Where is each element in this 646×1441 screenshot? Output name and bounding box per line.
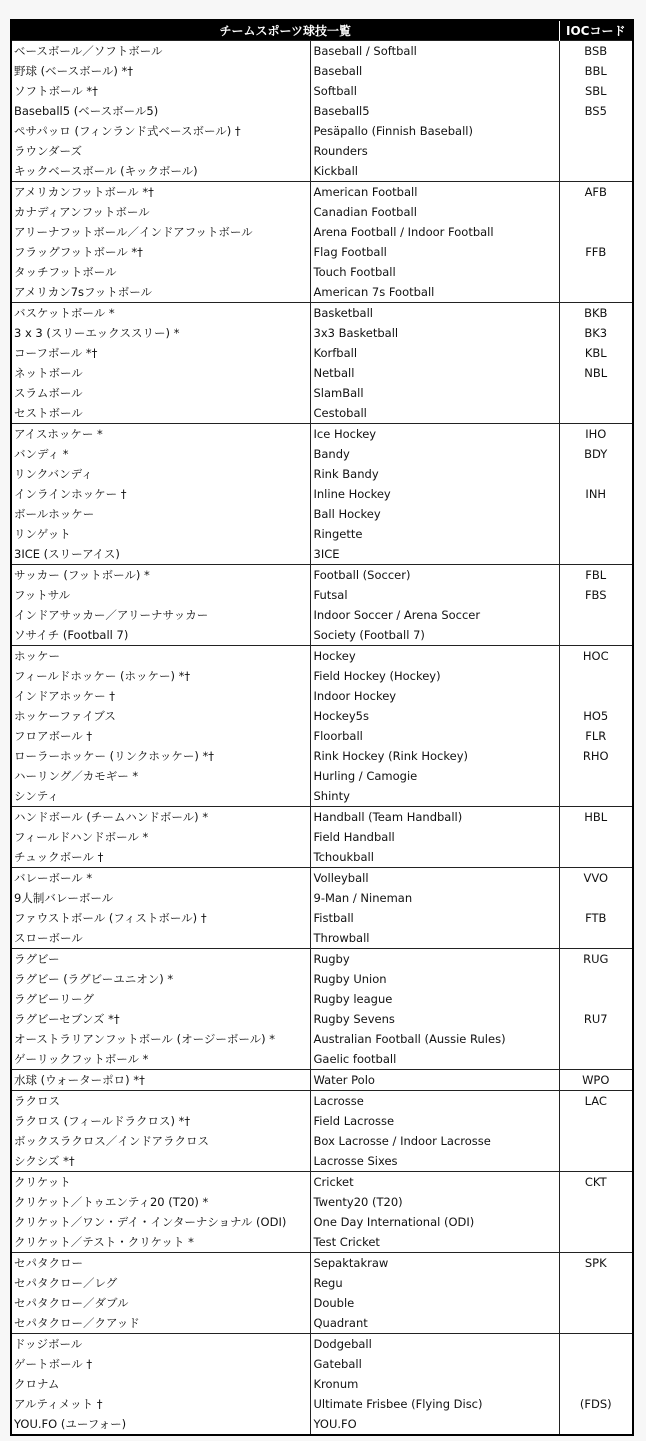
japanese-name-cell: チュックボール † bbox=[14, 850, 104, 864]
ioc-code-cell: FBL bbox=[559, 565, 633, 586]
japanese-name-cell: アメリカン7sフットボール bbox=[14, 285, 152, 299]
japanese-name-cell: バンディ * bbox=[14, 447, 69, 461]
table-row bbox=[11, 585, 633, 605]
table-row bbox=[11, 323, 633, 343]
english-name-cell: Lacrosse Sixes bbox=[310, 1151, 559, 1172]
table-row bbox=[11, 666, 633, 686]
table-row bbox=[11, 807, 633, 828]
table-row bbox=[11, 1293, 633, 1313]
ioc-code-cell: WPO bbox=[559, 1070, 633, 1091]
ioc-code-cell: HO5 bbox=[559, 706, 633, 726]
table-row bbox=[11, 1354, 633, 1374]
table-row bbox=[11, 222, 633, 242]
ioc-code-cell bbox=[559, 1374, 633, 1394]
table-title-header: チームスポーツ球技一覧 bbox=[11, 20, 559, 41]
table-row bbox=[11, 1091, 633, 1112]
table-row bbox=[11, 949, 633, 970]
table-row bbox=[11, 524, 633, 544]
ioc-code-header: IOCコード bbox=[559, 20, 633, 41]
ioc-code-cell: LAC bbox=[559, 1091, 633, 1112]
table-row bbox=[11, 847, 633, 868]
japanese-name-cell: サッカー (フットボール) * bbox=[11, 565, 310, 586]
table-row bbox=[11, 1009, 633, 1029]
table-row bbox=[11, 888, 633, 908]
table-row bbox=[11, 544, 633, 565]
english-name-cell: Flag Football bbox=[310, 242, 559, 262]
table-row bbox=[11, 726, 633, 746]
japanese-name-cell: フィールドホッケー (ホッケー) *† bbox=[14, 669, 191, 683]
table-row bbox=[11, 827, 633, 847]
english-name-cell: Quadrant bbox=[310, 1313, 559, 1334]
table-row bbox=[11, 1232, 633, 1253]
english-name-cell: Hurling / Camogie bbox=[310, 766, 559, 786]
ioc-code-cell bbox=[559, 202, 633, 222]
table-row bbox=[11, 746, 633, 766]
english-name-cell: Rugby Union bbox=[310, 969, 559, 989]
japanese-name-cell: フィールドハンドボール * bbox=[14, 830, 149, 844]
japanese-name-cell: ペサパッロ (フィンランド式ベースボール) † bbox=[14, 124, 241, 138]
ioc-code-cell: IHO bbox=[559, 424, 633, 445]
english-name-cell: Arena Football / Indoor Football bbox=[310, 222, 559, 242]
english-name-cell: Gateball bbox=[310, 1354, 559, 1374]
japanese-name-cell: クリケット／ワン・デイ・インターナショナル (ODI) bbox=[14, 1215, 287, 1229]
ioc-code-cell: (FDS) bbox=[559, 1394, 633, 1414]
table-row bbox=[11, 141, 633, 161]
japanese-name-cell: セパタクロー／ダブル bbox=[14, 1296, 129, 1310]
ioc-code-cell bbox=[559, 524, 633, 544]
table-header-row bbox=[11, 20, 633, 41]
table-row bbox=[11, 242, 633, 262]
japanese-name-cell: ハーリング／カモギー * bbox=[14, 769, 139, 783]
ioc-code-cell: BDY bbox=[559, 444, 633, 464]
table-row bbox=[11, 303, 633, 324]
english-name-cell: Basketball bbox=[310, 303, 559, 324]
ioc-code-cell: BBL bbox=[559, 61, 633, 81]
ioc-code-cell: HBL bbox=[559, 807, 633, 828]
english-name-cell: Test Cricket bbox=[310, 1232, 559, 1253]
japanese-name-cell: リンゲット bbox=[14, 527, 71, 541]
japanese-name-cell: セストボール bbox=[14, 406, 83, 420]
japanese-name-cell: スラムボール bbox=[14, 386, 83, 400]
japanese-name-cell: 水球 (ウォーターポロ) *† bbox=[11, 1070, 310, 1091]
ioc-code-cell: INH bbox=[559, 484, 633, 504]
japanese-name-cell: インドアサッカー／アリーナサッカー bbox=[14, 608, 209, 622]
ioc-code-cell bbox=[559, 686, 633, 706]
english-name-cell: Lacrosse bbox=[310, 1091, 559, 1112]
ioc-code-cell bbox=[559, 605, 633, 625]
table-row bbox=[11, 41, 633, 62]
ioc-code-cell bbox=[559, 544, 633, 565]
table-row bbox=[11, 61, 633, 81]
japanese-name-cell: ドッジボール bbox=[11, 1334, 310, 1355]
english-name-cell: American Football bbox=[310, 182, 559, 203]
table-row bbox=[11, 464, 633, 484]
table-row bbox=[11, 182, 633, 203]
japanese-name-cell: インドアホッケー † bbox=[14, 689, 116, 703]
japanese-name-cell: オーストラリアンフットボール (オージーボール) * bbox=[14, 1032, 276, 1046]
japanese-name-cell: クロナム bbox=[14, 1377, 60, 1391]
ioc-code-cell bbox=[559, 161, 633, 182]
english-name-cell: Water Polo bbox=[310, 1070, 559, 1091]
japanese-name-cell: フロアボール † bbox=[14, 729, 93, 743]
ioc-code-cell: FTB bbox=[559, 908, 633, 928]
english-name-cell: 3ICE bbox=[310, 544, 559, 565]
table-row bbox=[11, 1151, 633, 1172]
ioc-code-cell: RU7 bbox=[559, 1009, 633, 1029]
ioc-code-cell bbox=[559, 625, 633, 646]
table-row bbox=[11, 1273, 633, 1293]
japanese-name-cell: 3ICE (スリーアイス) bbox=[14, 547, 120, 561]
ioc-code-cell bbox=[559, 969, 633, 989]
ioc-code-cell: BK3 bbox=[559, 323, 633, 343]
english-name-cell: Fistball bbox=[310, 908, 559, 928]
japanese-name-cell: Baseball5 (ベースボール5) bbox=[14, 104, 159, 118]
japanese-name-cell: シンティ bbox=[14, 789, 59, 803]
english-name-cell: Handball (Team Handball) bbox=[310, 807, 559, 828]
english-name-cell: One Day International (ODI) bbox=[310, 1212, 559, 1232]
table-row bbox=[11, 484, 633, 504]
english-name-cell: Field Handball bbox=[310, 827, 559, 847]
english-name-cell: American 7s Football bbox=[310, 282, 559, 303]
ioc-code-cell bbox=[559, 928, 633, 949]
ioc-code-cell bbox=[559, 827, 633, 847]
table-row bbox=[11, 101, 633, 121]
english-name-cell: Rink Hockey (Rink Hockey) bbox=[310, 746, 559, 766]
table-row bbox=[11, 262, 633, 282]
english-name-cell: Touch Football bbox=[310, 262, 559, 282]
japanese-name-cell: ラウンダーズ bbox=[14, 144, 82, 158]
english-name-cell: Ice Hockey bbox=[310, 424, 559, 445]
english-name-cell: Ultimate Frisbee (Flying Disc) bbox=[310, 1394, 559, 1414]
english-name-cell: Field Lacrosse bbox=[310, 1111, 559, 1131]
ioc-code-cell bbox=[559, 282, 633, 303]
english-name-cell: Ball Hockey bbox=[310, 504, 559, 524]
english-name-cell: Indoor Hockey bbox=[310, 686, 559, 706]
japanese-name-cell: フラッグフットボール *† bbox=[14, 245, 143, 259]
table-row bbox=[11, 786, 633, 807]
ioc-code-cell: BKB bbox=[559, 303, 633, 324]
ioc-code-cell bbox=[559, 1334, 633, 1355]
ioc-code-cell bbox=[559, 403, 633, 424]
english-name-cell: Inline Hockey bbox=[310, 484, 559, 504]
japanese-name-cell: タッチフットボール bbox=[14, 265, 117, 279]
english-name-cell: Softball bbox=[310, 81, 559, 101]
english-name-cell: Rugby bbox=[310, 949, 559, 970]
japanese-name-cell: ローラーホッケー (リンクホッケー) *† bbox=[14, 749, 215, 763]
ioc-code-cell bbox=[559, 666, 633, 686]
table-row bbox=[11, 121, 633, 141]
english-name-cell: Baseball / Softball bbox=[310, 41, 559, 62]
ioc-code-cell: FFB bbox=[559, 242, 633, 262]
english-name-cell: Box Lacrosse / Indoor Lacrosse bbox=[310, 1131, 559, 1151]
ioc-code-cell bbox=[559, 786, 633, 807]
table-row bbox=[11, 1111, 633, 1131]
table-row bbox=[11, 625, 633, 646]
english-name-cell: Baseball bbox=[310, 61, 559, 81]
ioc-code-cell bbox=[559, 888, 633, 908]
table-row bbox=[11, 969, 633, 989]
ioc-code-cell: VVO bbox=[559, 868, 633, 889]
table-row bbox=[11, 383, 633, 403]
sports-table bbox=[10, 19, 634, 1436]
japanese-name-cell: ソフトボール *† bbox=[14, 84, 98, 98]
english-name-cell: Dodgeball bbox=[310, 1334, 559, 1355]
japanese-name-cell: ベースボール／ソフトボール bbox=[11, 41, 310, 62]
english-name-cell: Ringette bbox=[310, 524, 559, 544]
japanese-name-cell: ラグビーセブンズ *† bbox=[14, 1012, 120, 1026]
table-row bbox=[11, 1253, 633, 1274]
table-row bbox=[11, 1334, 633, 1355]
ioc-code-cell bbox=[559, 1293, 633, 1313]
ioc-code-cell bbox=[559, 847, 633, 868]
english-name-cell: Kickball bbox=[310, 161, 559, 182]
table-row bbox=[11, 1394, 633, 1414]
japanese-name-cell: ラグビーリーグ bbox=[14, 992, 95, 1006]
english-name-cell: Tchoukball bbox=[310, 847, 559, 868]
japanese-name-cell: 9人制バレーボール bbox=[14, 891, 114, 905]
table-row bbox=[11, 444, 633, 464]
ioc-code-cell bbox=[559, 222, 633, 242]
japanese-name-cell: ゲーリックフットボール * bbox=[14, 1052, 149, 1066]
ioc-code-cell bbox=[559, 766, 633, 786]
japanese-name-cell: ホッケーファイブス bbox=[14, 709, 116, 723]
english-name-cell: Regu bbox=[310, 1273, 559, 1293]
table-row bbox=[11, 504, 633, 524]
ioc-code-cell bbox=[559, 464, 633, 484]
english-name-cell: Sepaktakraw bbox=[310, 1253, 559, 1274]
table-row bbox=[11, 282, 633, 303]
table-row bbox=[11, 565, 633, 586]
ioc-code-cell: HOC bbox=[559, 646, 633, 667]
japanese-name-cell: フットサル bbox=[14, 588, 71, 602]
table-row bbox=[11, 1172, 633, 1193]
english-name-cell: Rink Bandy bbox=[310, 464, 559, 484]
table-row bbox=[11, 868, 633, 889]
ioc-code-cell: SPK bbox=[559, 1253, 633, 1274]
ioc-code-cell: KBL bbox=[559, 343, 633, 363]
english-name-cell: Hockey bbox=[310, 646, 559, 667]
japanese-name-cell: バスケットボール * bbox=[11, 303, 310, 324]
english-name-cell: SlamBall bbox=[310, 383, 559, 403]
table-row bbox=[11, 343, 633, 363]
table-row bbox=[11, 1049, 633, 1070]
english-name-cell: Netball bbox=[310, 363, 559, 383]
table-body bbox=[11, 41, 633, 1436]
japanese-name-cell: ボックスラクロス／インドアラクロス bbox=[14, 1134, 210, 1148]
table-row bbox=[11, 646, 633, 667]
japanese-name-cell: カナディアンフットボール bbox=[14, 205, 150, 219]
japanese-name-cell: クリケット／テスト・クリケット * bbox=[14, 1235, 194, 1249]
table-row bbox=[11, 1313, 633, 1334]
japanese-name-cell: スローボール bbox=[14, 931, 83, 945]
english-name-cell: Gaelic football bbox=[310, 1049, 559, 1070]
ioc-code-cell bbox=[559, 1273, 633, 1293]
japanese-name-cell: ラグビー bbox=[11, 949, 310, 970]
japanese-name-cell: コーフボール *† bbox=[14, 346, 98, 360]
english-name-cell: Indoor Soccer / Arena Soccer bbox=[310, 605, 559, 625]
japanese-name-cell: アリーナフットボール／インドアフットボール bbox=[14, 225, 253, 239]
english-name-cell: Society (Football 7) bbox=[310, 625, 559, 646]
table-row bbox=[11, 1070, 633, 1091]
table-row bbox=[11, 1192, 633, 1212]
table-row bbox=[11, 81, 633, 101]
ioc-code-cell: AFB bbox=[559, 182, 633, 203]
english-name-cell: Double bbox=[310, 1293, 559, 1313]
ioc-code-cell: NBL bbox=[559, 363, 633, 383]
japanese-name-cell: リンクバンディ bbox=[14, 467, 93, 481]
table-row bbox=[11, 403, 633, 424]
japanese-name-cell: バレーボール * bbox=[11, 868, 310, 889]
ioc-code-cell: BSB bbox=[559, 41, 633, 62]
ioc-code-cell bbox=[559, 1212, 633, 1232]
ioc-code-cell: FLR bbox=[559, 726, 633, 746]
japanese-name-cell: ボールホッケー bbox=[14, 507, 95, 521]
english-name-cell: Floorball bbox=[310, 726, 559, 746]
japanese-name-cell: アメリカンフットボール *† bbox=[11, 182, 310, 203]
table-row bbox=[11, 363, 633, 383]
japanese-name-cell: セパタクロー bbox=[11, 1253, 310, 1274]
ioc-code-cell: RUG bbox=[559, 949, 633, 970]
english-name-cell: Futsal bbox=[310, 585, 559, 605]
japanese-name-cell: クリケット bbox=[11, 1172, 310, 1193]
japanese-name-cell: インラインホッケー † bbox=[14, 487, 127, 501]
ioc-code-cell bbox=[559, 1049, 633, 1070]
japanese-name-cell: セパタクロー／レグ bbox=[14, 1276, 118, 1290]
table-row bbox=[11, 1131, 633, 1151]
english-name-cell: Rounders bbox=[310, 141, 559, 161]
ioc-code-cell bbox=[559, 504, 633, 524]
ioc-code-cell: BS5 bbox=[559, 101, 633, 121]
english-name-cell: Korfball bbox=[310, 343, 559, 363]
ioc-code-cell bbox=[559, 1111, 633, 1131]
japanese-name-cell: ハンドボール (チームハンドボール) * bbox=[11, 807, 310, 828]
ioc-code-cell bbox=[559, 989, 633, 1009]
table-row bbox=[11, 1212, 633, 1232]
ioc-code-cell: FBS bbox=[559, 585, 633, 605]
english-name-cell: Pesäpallo (Finnish Baseball) bbox=[310, 121, 559, 141]
japanese-name-cell: ソサイチ (Football 7) bbox=[14, 628, 129, 642]
english-name-cell: 3x3 Basketball bbox=[310, 323, 559, 343]
english-name-cell: Kronum bbox=[310, 1374, 559, 1394]
table-row bbox=[11, 605, 633, 625]
table-row bbox=[11, 928, 633, 949]
english-name-cell: Football (Soccer) bbox=[310, 565, 559, 586]
ioc-code-cell bbox=[559, 1192, 633, 1212]
japanese-name-cell: 野球 (ベースボール) *† bbox=[14, 64, 133, 78]
english-name-cell: Hockey5s bbox=[310, 706, 559, 726]
english-name-cell: Rugby Sevens bbox=[310, 1009, 559, 1029]
japanese-name-cell: シクシズ *† bbox=[14, 1154, 75, 1168]
ioc-code-cell bbox=[559, 141, 633, 161]
ioc-code-cell: SBL bbox=[559, 81, 633, 101]
japanese-name-cell: ゲートボール † bbox=[14, 1357, 93, 1371]
english-name-cell: Bandy bbox=[310, 444, 559, 464]
japanese-name-cell: セパタクロー／クアッド bbox=[14, 1316, 140, 1330]
table-row bbox=[11, 424, 633, 445]
ioc-code-cell bbox=[559, 1232, 633, 1253]
japanese-name-cell: ネットボール bbox=[14, 366, 83, 380]
japanese-name-cell: 3 x 3 (スリーエックススリー) * bbox=[14, 326, 180, 340]
english-name-cell: Baseball5 bbox=[310, 101, 559, 121]
japanese-name-cell: アイスホッケー * bbox=[11, 424, 310, 445]
japanese-name-cell: ラクロス bbox=[11, 1091, 310, 1112]
ioc-code-cell bbox=[559, 1131, 633, 1151]
ioc-code-cell bbox=[559, 383, 633, 403]
english-name-cell: Canadian Football bbox=[310, 202, 559, 222]
table-row bbox=[11, 161, 633, 182]
english-name-cell: Rugby league bbox=[310, 989, 559, 1009]
table-row bbox=[11, 686, 633, 706]
ioc-code-cell: RHO bbox=[559, 746, 633, 766]
table-row bbox=[11, 908, 633, 928]
ioc-code-cell bbox=[559, 121, 633, 141]
english-name-cell: Cestoball bbox=[310, 403, 559, 424]
ioc-code-cell bbox=[559, 1313, 633, 1334]
ioc-code-cell: CKT bbox=[559, 1172, 633, 1193]
table-row bbox=[11, 989, 633, 1009]
japanese-name-cell: YOU.FO (ユーフォー) bbox=[14, 1417, 127, 1431]
table-row bbox=[11, 1029, 633, 1049]
table-row bbox=[11, 1374, 633, 1394]
table-row bbox=[11, 706, 633, 726]
english-name-cell: 9-Man / Nineman bbox=[310, 888, 559, 908]
japanese-name-cell: キックベースボール (キックボール) bbox=[14, 164, 198, 178]
ioc-code-cell bbox=[559, 1151, 633, 1172]
japanese-name-cell: ファウストボール (フィストボール) † bbox=[14, 911, 207, 925]
japanese-name-cell: クリケット／トゥエンティ20 (T20) * bbox=[14, 1195, 209, 1209]
ioc-code-cell bbox=[559, 262, 633, 282]
ioc-code-cell bbox=[559, 1414, 633, 1435]
english-name-cell: Australian Football (Aussie Rules) bbox=[310, 1029, 559, 1049]
english-name-cell: Field Hockey (Hockey) bbox=[310, 666, 559, 686]
table-row bbox=[11, 766, 633, 786]
english-name-cell: Volleyball bbox=[310, 868, 559, 889]
japanese-name-cell: ラグビー (ラグビーユニオン) * bbox=[14, 972, 174, 986]
table-row bbox=[11, 1414, 633, 1435]
english-name-cell: Throwball bbox=[310, 928, 559, 949]
ioc-code-cell bbox=[559, 1029, 633, 1049]
english-name-cell: Shinty bbox=[310, 786, 559, 807]
japanese-name-cell: ラクロス (フィールドラクロス) *† bbox=[14, 1114, 191, 1128]
ioc-code-cell bbox=[559, 1354, 633, 1374]
english-name-cell: Twenty20 (T20) bbox=[310, 1192, 559, 1212]
japanese-name-cell: アルティメット † bbox=[14, 1397, 103, 1411]
english-name-cell: YOU.FO bbox=[310, 1414, 559, 1435]
table-row bbox=[11, 202, 633, 222]
japanese-name-cell: ホッケー bbox=[11, 646, 310, 667]
english-name-cell: Cricket bbox=[310, 1172, 559, 1193]
